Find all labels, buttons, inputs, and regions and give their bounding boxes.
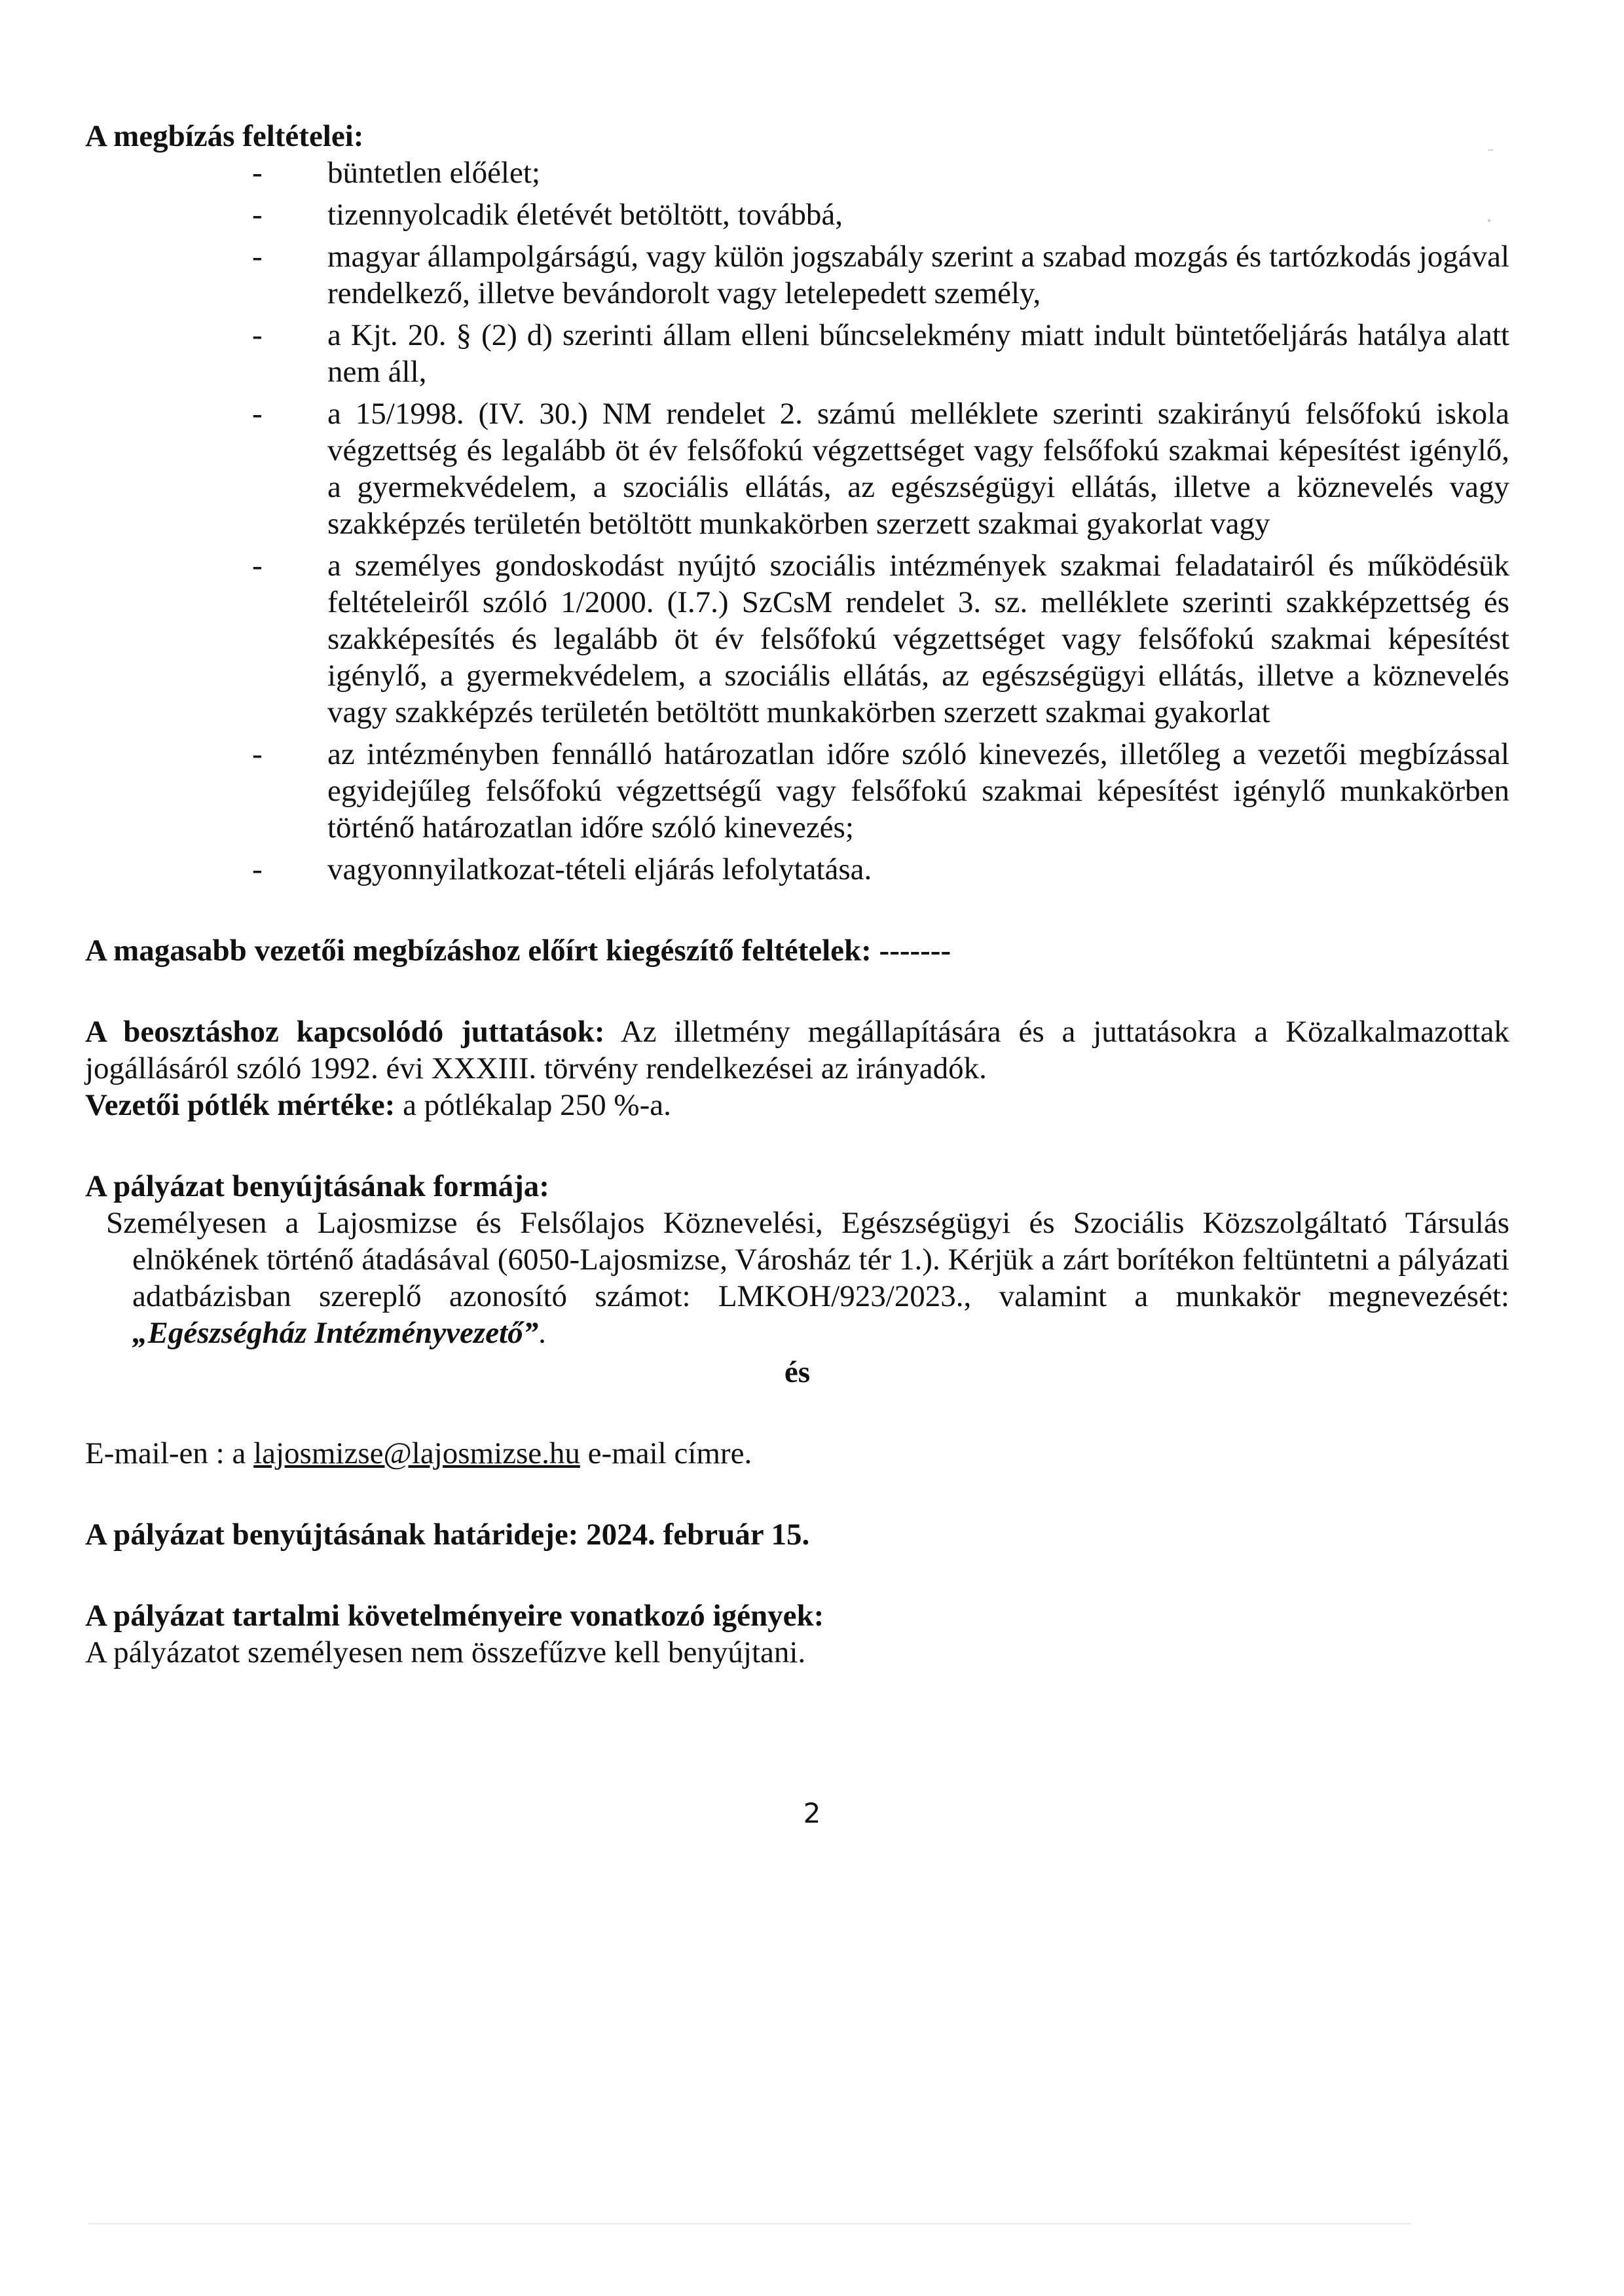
list-item-text: a személyes gondoskodást nyújtó szociális intézmények szakmai feladatairól és működésük feltételeiről szóló 1/2000. (I.7.) SzCsM rendelet 3. sz. melléklete szerinti szakképzettség és szakképesítés és legalább öt év felsőfokú végzettséget vagy felsőfokú szakmai képesítést igénylő, a gyermekvédelem, a szociális ellátás, az egészségügyi ellátás, illetve a köznevelés vagy szakképzés területén betöltött munkakörben szerzett szakmai gyakorlat: [327, 549, 1509, 729]
email-link[interactable]: lajosmizse@lajosmizse.hu: [253, 1436, 580, 1470]
document-page: [85, 118, 1509, 1671]
list-item-text: magyar állampolgárságú, vagy külön jogszabály szerint a szabad mozgás és tartózkodás jogával rendelkező, illetve bevándorolt vagy letelepedett személy,: [327, 240, 1509, 310]
conjunction-text: és: [784, 1355, 811, 1389]
dash-bullet-icon: -: [252, 318, 263, 352]
content-requirements-section: [85, 1597, 1509, 1671]
higher-management-section: [85, 932, 1509, 969]
email-suffix: e-mail címre.: [580, 1436, 752, 1470]
list-item: [85, 196, 1509, 233]
allowance-label: Vezetői pótlék mértéke:: [85, 1088, 396, 1122]
list-item-text: a 15/1998. (IV. 30.) NM rendelet 2. számú melléklete szerinti szakirányú felsőfokú iskola végzettség és legalább öt év felsőfokú végzettséget vagy felsőfokú szakmai képesítést igénylő, a gyermekvédelem, a szociális ellátás, az egészségügyi ellátás, illetve a köznevelés vagy szakképzés területén betöltött munkakörben szerzett szakmai gyakorlat vagy: [327, 397, 1509, 541]
dash-bullet-icon: -: [252, 852, 263, 886]
dash-bullet-icon: -: [252, 397, 263, 431]
benefits-paragraph: [85, 1013, 1509, 1087]
benefits-section: [85, 1013, 1509, 1123]
deadline-section: [85, 1516, 1509, 1553]
list-item: [85, 851, 1509, 888]
content-requirements-text: A pályázatot személyesen nem összefűzve kell benyújtani.: [85, 1635, 806, 1669]
email-paragraph: [85, 1435, 1509, 1472]
scan-speck: [1488, 219, 1490, 222]
content-requirements-heading: A pályázat tartalmi követelményeire vonatkozó igények:: [85, 1599, 824, 1633]
dash-bullet-icon: -: [252, 737, 263, 771]
list-item: [85, 155, 1509, 191]
submission-form-paragraph: [85, 1205, 1509, 1351]
email-prefix: E-mail-en : a: [85, 1436, 254, 1470]
submission-form-text: Személyesen a Lajosmizse és Felsőlajos Köznevelési, Egészségügyi és Szociális Közszolgáltató Társulás elnökének történő átadásával (6050-Lajosmizse, Városház tér 1.). Kérjük a zárt borítékon feltüntetni a pályázati adatbázisban szereplő azonosító számot: LMKOH/923/2023., valamint a munkakör megnevezését:: [106, 1206, 1509, 1313]
list-item-text: büntetlen előélet;: [327, 156, 540, 190]
page-number: 2: [803, 1797, 821, 1829]
list-item-text: az intézményben fennálló határozatlan időre szóló kinevezés, illetőleg a vezetői megbízással egyidejűleg felsőfokú végzettségű vagy felsőfokú szakmai képesítést igénylő munkakörben történő határozatlan időre szóló kinevezés;: [327, 737, 1509, 845]
benefits-label: A beosztáshoz kapcsolódó juttatások:: [85, 1015, 605, 1049]
benefits-text: Az illetmény megállapítására és a juttatásokra a Közalkalmazottak jogállásáról szóló 1992. évi XXXIII. törvény rendelkezései az irányadók.: [85, 1015, 1509, 1085]
list-item: [85, 395, 1509, 542]
list-item-text: tizennyolcadik életévét betöltött, továbbá,: [327, 198, 843, 232]
dash-bullet-icon: -: [252, 549, 263, 583]
list-item: [85, 736, 1509, 846]
list-item-text: a Kjt. 20. § (2) d) szerinti állam elleni bűncselekmény miatt indult büntetőeljárás hatálya alatt nem áll,: [327, 318, 1509, 389]
allowance-text: a pótlékalap 250 %-a.: [395, 1088, 671, 1122]
dash-bullet-icon: -: [252, 156, 263, 190]
conditions-list: [85, 155, 1509, 888]
allowance-paragraph: [85, 1087, 1509, 1123]
scan-artifact-line: [88, 2223, 1411, 2225]
dash-bullet-icon: -: [252, 240, 263, 274]
list-item: [85, 317, 1509, 390]
list-item: [85, 238, 1509, 312]
submission-form-section: [85, 1168, 1509, 1472]
higher-management-heading: A magasabb vezetői megbízáshoz előírt kiegészítő feltételek: -------: [85, 934, 951, 968]
conditions-heading: A megbízás feltételei:: [85, 119, 364, 153]
submission-form-text-end: .: [538, 1316, 546, 1350]
scan-speck: [1488, 149, 1493, 151]
dash-bullet-icon: -: [252, 198, 263, 232]
list-item: [85, 547, 1509, 731]
list-item-text: vagyonnyilatkozat-tételi eljárás lefolytatása.: [327, 852, 872, 886]
deadline-text: A pályázat benyújtásának határideje: 2024. február 15.: [85, 1518, 810, 1552]
submission-form-heading: A pályázat benyújtásának formája:: [85, 1169, 549, 1203]
position-name: „Egészségház Intézményvezető”: [132, 1316, 539, 1350]
